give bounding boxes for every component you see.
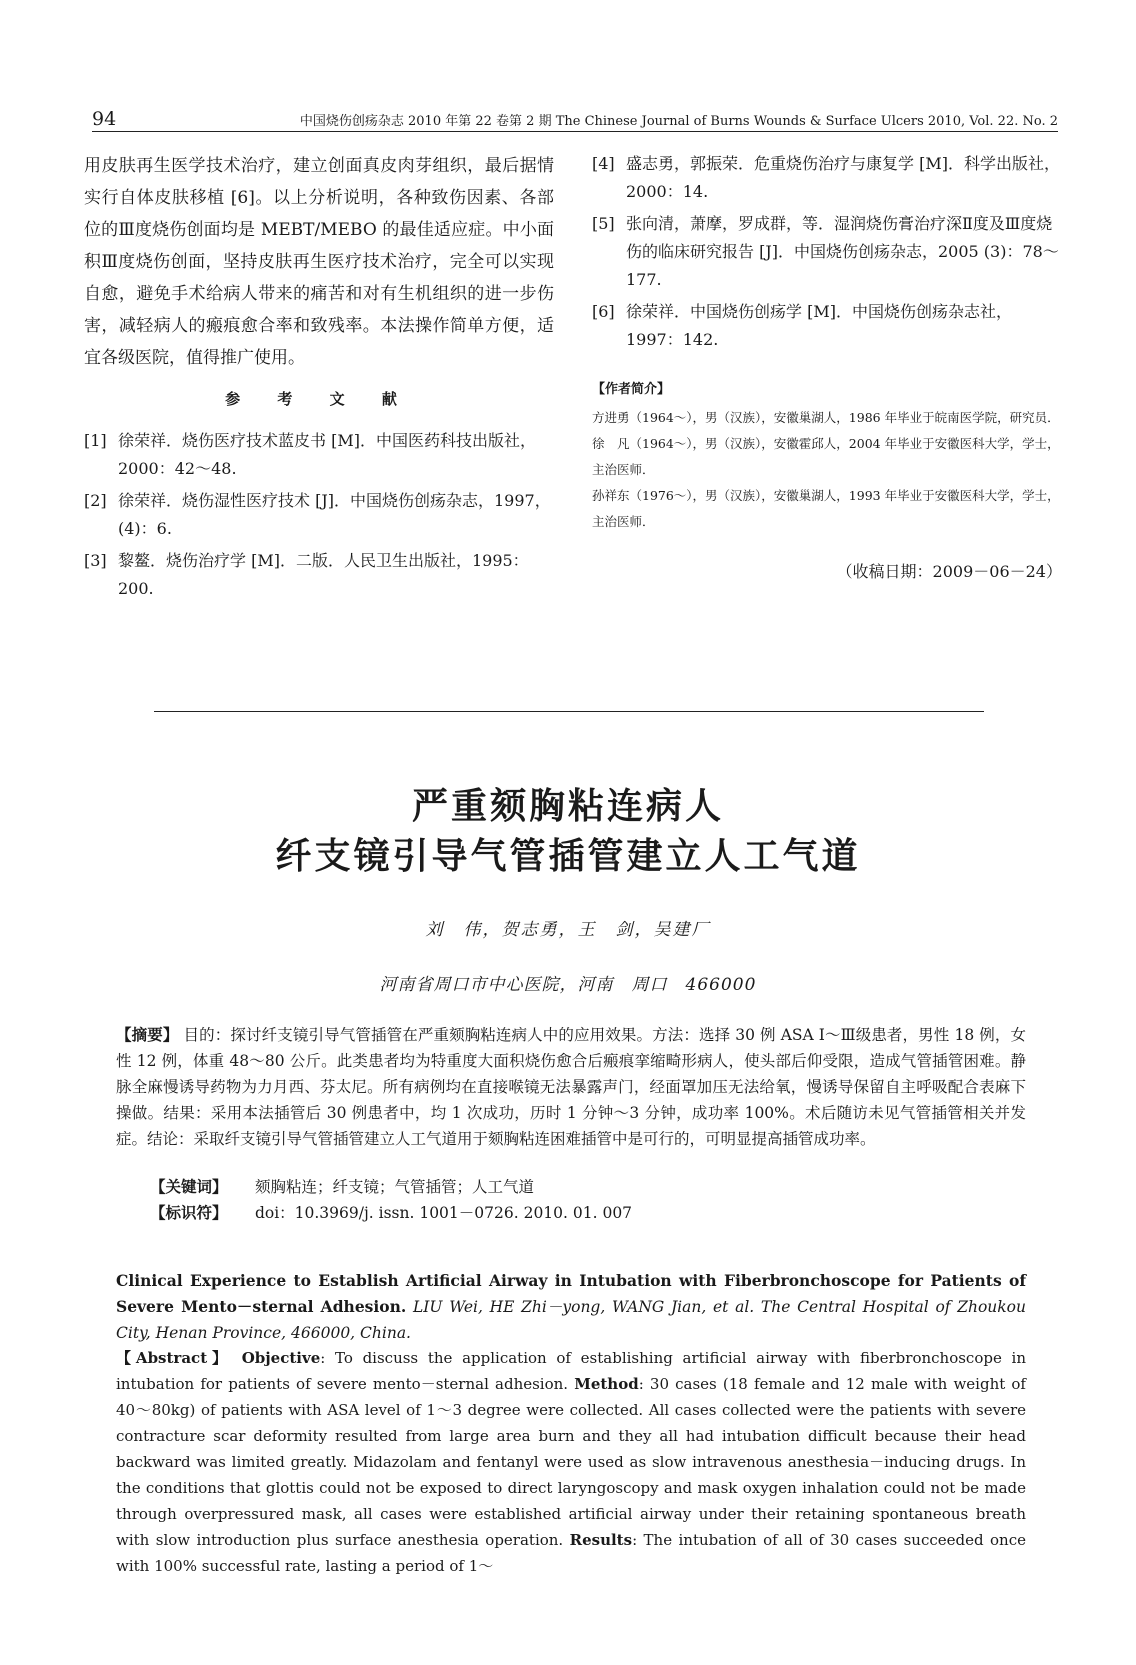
- author-intro-item: [592, 483, 1062, 535]
- method-text: 30 cases (18 female and 12 male with weight of 40～80kg) of patients with ASA level of 1～3 degree were collected. All cases collected were the patients with severe contracture scar deformity resulted from large area burn and they all had intubation difficult because their head backward was limited greatly. Midazolam and fentanyl were used as slow intravenous anesthesia－inducing drugs. In the conditions that glottis could not be exposed to direct laryngoscopy and mask oxygen inhalation could not be made through overpressured mask, all cases were established artificial airway under their retaining spontaneous breath with slow introduction plus surface anesthesia operation.: [116, 1375, 1026, 1549]
- author-intro-text: 方进勇（1964～），男（汉族），安徽巢湖人，1986 年毕业于皖南医学院，研究员．: [592, 410, 1060, 425]
- author-intro-item: [592, 431, 1062, 483]
- author-intro-title: 【作者简介】: [592, 382, 671, 397]
- running-head: 中国烧伤创疡杂志 2010 年第 22 卷第 2 期 The Chinese Journal of Burns Wounds & Surface Ulcers 2010, Vol. 22. No. 2: [299, 114, 1058, 129]
- prev-article-paragraph: 用皮肤再生医学技术治疗，建立创面真皮肉芽组织，最后据情实行自体皮肤移植 [6]。以上分析说明，各种致伤因素、各部位的Ⅲ度烧伤创面均是 MEBT/MEBO 的最佳适应症。中小面积Ⅲ度烧伤创面，坚持皮肤再生医疗技术治疗，完全可以实现自愈，避免手术给病人带来的痛苦和对有生机组织的进一步伤害，减轻病人的瘢痕愈合率和致残率。本法操作简单方便，适宜各级医院，值得推广使用。: [84, 156, 554, 368]
- identifier-label: 【标识符】: [150, 1203, 228, 1222]
- english-postcode: 466000, China.: [291, 1324, 411, 1342]
- author-intro-text: 孙祥东（1976～），男（汉族），安徽巢湖人，1993 年毕业于安徽医科大学，学士，主治医师．: [592, 488, 1060, 529]
- english-abstract: 【Abstract】 Objective: To discuss the application of establishing artificial airway with fiberbronchoscope in intubation for patients of severe mento－sternal adhesion. Method: 30 cases (18 female and 12 male with weight of 40～80kg) of patients with ASA level of 1～3 degree were collected. All cases collected were the patients with severe contracture scar deformity resulted from large area burn and they all had intubation difficult because their head backward was limited greatly. Midazolam and fentanyl were used as slow intravenous anesthesia－inducing drugs. In the conditions that glottis could not be exposed to direct laryngoscopy and mask oxygen inhalation could not be made through overpressured mask, all cases were established artificial airway under their retaining spontaneous breath with slow introduction plus surface anesthesia operation. Results: The intubation of all of 30 cases succeeded once with 100% successful rate, lasting a period of 1～: [116, 1349, 1026, 1575]
- reference-text: 盛志勇，郭振荣．危重烧伤治疗与康复学 [M]．科学出版社，2000：14.: [626, 154, 1060, 201]
- article-title: [0, 782, 1136, 882]
- reference-text: 黎鳌．烧伤治疗学 [M]．二版．人民卫生出版社，1995：200.: [118, 551, 529, 598]
- english-title-block: [116, 1268, 1026, 1346]
- reference-text: 徐荣祥．中国烧伤创疡学 [M]．中国烧伤创疡杂志社，1997：142.: [626, 302, 1012, 349]
- reference-item: [592, 210, 1062, 294]
- english-abstract-label: 【Abstract】: [116, 1349, 232, 1367]
- abstract-text: 目的：探讨纤支镜引导气管插管在严重颏胸粘连病人中的应用效果。方法：选择 30 例 ASA Ⅰ～Ⅲ级患者，男性 18 例，女性 12 例，体重 48～80 公斤。此类患者均为特重度大面积烧伤愈合后瘢痕挛缩畸形病人，使头部后仰受限，造成气管插管困难。静脉全麻慢诱导药物为力月西、芬太尼。所有病例均在直接喉镜无法暴露声门，经面罩加压无法给氧，慢诱导保留自主呼吸配合表麻下操做。结果：采用本法插管后 30 例患者中，均 1 次成功，历时 1 分钟～3 分钟，成功率 100%。术后随访未见气管插管相关并发症。结论：采取纤支镜引导气管插管建立人工气道用于颏胸粘连困难插管中是可行的，可明显提高插管成功率。: [116, 1026, 1026, 1148]
- author-intro-item: [592, 405, 1062, 431]
- references-title: 参 考 文 献: [225, 390, 413, 408]
- chinese-abstract: [116, 1022, 1026, 1152]
- right-column: [592, 150, 1062, 582]
- keywords-text: 颏胸粘连；纤支镜；气管插管；人工气道: [254, 1178, 534, 1196]
- objective-label: Objective: [241, 1349, 321, 1367]
- keywords-line: [150, 1174, 1030, 1200]
- keywords-label: 【关键词】: [150, 1177, 228, 1196]
- left-column: [84, 150, 554, 607]
- reference-text: 徐荣祥．烧伤湿性医疗技术 [J]．中国烧伤创疡杂志，1997，(4)：6.: [118, 491, 551, 538]
- reference-item: [84, 487, 554, 543]
- reference-text: 徐荣祥．烧伤医疗技术蓝皮书 [M]．中国医药科技出版社，2000：42～48.: [118, 431, 536, 478]
- english-authors: LIU Wei, HE Zhi－yong, WANG Jian, et al. The Central Hospital of Zhoukou City, Henan Province,: [116, 1298, 1026, 1342]
- results-label: Results: [569, 1531, 633, 1549]
- article-separator-rule: [154, 711, 984, 712]
- reference-number: [4]: [592, 154, 615, 173]
- reference-number: [1]: [84, 431, 107, 450]
- reference-item: [84, 547, 554, 603]
- reference-item: [84, 427, 554, 483]
- doi-text: doi：10.3969/j. issn. 1001－0726. 2010. 01. 007: [254, 1204, 633, 1222]
- reference-item: [592, 298, 1062, 354]
- reference-number: [5]: [592, 214, 615, 233]
- title-line-1: 严重颏胸粘连病人: [411, 786, 724, 827]
- title-line-2: 纤支镜引导气管插管建立人工气道: [275, 836, 861, 877]
- received-date: （收稿日期：2009－06－24）: [836, 562, 1062, 581]
- reference-number: [3]: [84, 551, 107, 570]
- results-text: The intubation of all of 30 cases succeeded once with 100% successful rate, lasting a period of 1～: [116, 1531, 1026, 1575]
- method-label: Method: [574, 1375, 639, 1393]
- header-rule: [92, 131, 1058, 132]
- reference-number: [2]: [84, 491, 107, 510]
- reference-text: 张向清，萧摩，罗成群，等．湿润烧伤膏治疗深Ⅱ度及Ⅲ度烧伤的临床研究报告 [J]．中国烧伤创疡杂志，2005 (3)：78～177.: [626, 214, 1059, 289]
- article-affiliation: 河南省周口市中心医院，河南 周口 466000: [379, 975, 757, 995]
- english-title: Clinical Experience to Establish Artificial Airway in Intubation with Fiberbronchoscope for Patients of Severe Mento－sternal Adhesion.: [116, 1271, 1026, 1316]
- identifier-line: [150, 1200, 1030, 1226]
- author-intro-text: 徐 凡（1964～），男（汉族），安徽霍邱人，2004 年毕业于安徽医科大学，学士，主治医师．: [592, 436, 1060, 477]
- article-authors: 刘 伟，贺志勇，王 剑，吴建厂: [425, 920, 711, 940]
- page-number: 94: [92, 108, 117, 130]
- reference-item: [592, 150, 1062, 206]
- objective-text: To discuss the application of establishing artificial airway with fiberbronchoscope in intubation for patients of severe mento－sternal adhesion.: [116, 1349, 1026, 1393]
- reference-number: [6]: [592, 302, 615, 321]
- abstract-label: 【摘要】: [116, 1025, 179, 1044]
